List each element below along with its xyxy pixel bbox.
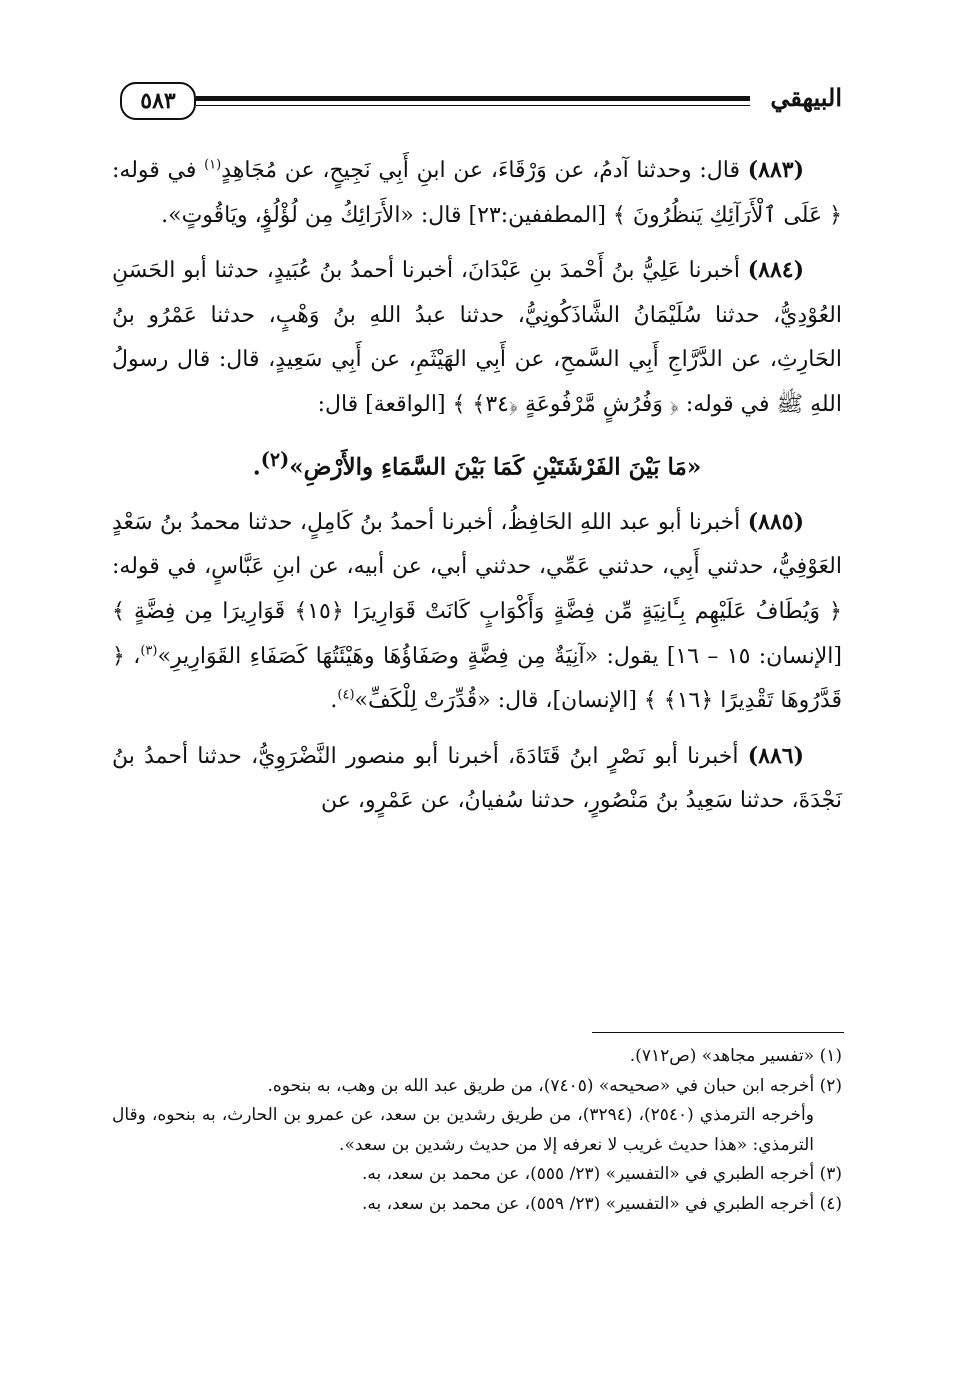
paragraph-885	[112, 500, 842, 724]
paragraph-text-cont: في قوله: ﴿ عَلَى ٱلْأَرَآئِكِ يَنظُرُونَ ﴾ [المطففين:٢٣] قال: «الأَرَائِكُ مِن لُؤْلُؤٍ، ويَاقُوتٍ».	[112, 158, 842, 228]
footnote-2-continued	[112, 1101, 842, 1160]
footnote-2	[112, 1072, 842, 1102]
footnote-separator	[592, 1032, 844, 1033]
quote-text: «مَا بَيْنَ الفَرْشَتَيْنِ كَمَا بَيْنَ السَّمَاءِ والأَرْضِ»	[289, 453, 702, 481]
header-title: البيهقي	[770, 83, 842, 112]
prophetic-quote	[112, 438, 842, 490]
paragraph-text-cont: ، ﴿ قَدَّرُوهَا تَقْدِيرًا ﴿١٦﴾ ﴾ [الإنسان]، قال: «قُدِّرَتْ لِلْكَفِّ»	[112, 643, 842, 714]
main-text	[112, 148, 842, 834]
footnote-ref: (٣)	[140, 643, 158, 659]
footnote-number: (٢)	[819, 1075, 842, 1096]
footnote-ref: (٤)	[337, 687, 355, 703]
footnote-text: أخرجه ابن حبان في «صحيحه» (٧٤٠٥)، من طريق عبد الله بن وهب، به بنحوه.	[267, 1075, 815, 1096]
paragraph-text: أخبرنا أبو نَصْرٍ ابنُ قَتَادَةَ، أخبرنا أبو منصور النَّضْرَوِيُّ، حدثنا أحمدُ بنُ نَجْدَةَ، حدثنا سَعِيدُ بنُ مَنْصُورٍ، حدثنا سُفيانُ، عن عَمْرٍو، عن	[112, 743, 842, 814]
paragraph-text: أخبرنا عَلِيُّ بنُ أَحْمدَ بنِ عَبْدَانَ، أخبرنا أحمدُ بنُ عُبَيدٍ، حدثنا أبو الحَسَنِ العُوْدِيُّ، حدثنا سُلَيْمَانُ الشَّاذَكُونِيُّ، حدثنا عبدُ اللهِ بنُ وَهْبٍ، حدثنا عَمْرُو بنُ الحَارِثِ، عن الدَّرَّاجِ أَبِي السَّمحِ، عن أَبِي الهَيْثَمِ، عن أَبِي سَعِيدٍ، قال: قال رسولُ اللهِ ﷺ في قوله: ﴿ وَفُرُشٍ مَّرْفُوعَةٍ ﴿٣٤﴾ ﴾ [الواقعة] قال:	[112, 258, 842, 417]
hadith-number: (٨٨٥)	[747, 508, 804, 535]
footnote-ref: (١)	[204, 157, 222, 173]
footnote-number: (٤)	[819, 1193, 842, 1214]
header-rule-thin	[196, 105, 750, 106]
hadith-number: (٨٨٤)	[747, 257, 805, 284]
footnote-ref: (٢)	[260, 447, 290, 471]
paragraph-884	[112, 248, 842, 427]
paragraph-883	[112, 148, 842, 238]
footnote-number: (١)	[819, 1046, 842, 1066]
hadith-number: (٨٨٣)	[747, 157, 805, 183]
quote-tail: .	[252, 453, 261, 481]
footnote-3	[112, 1160, 842, 1190]
page-number: ٥٨٣	[120, 82, 196, 120]
footnote-text: أخرجه الطبري في «التفسير» (٢٣/ ٥٥٥)، عن محمد بن سعد، به.	[361, 1164, 815, 1184]
paragraph-text: أخبرنا أبو عبد اللهِ الحَافِظُ، أخبرنا أحمدُ بنُ كَامِلٍ، حدثنا محمدُ بنُ سَعْدٍ العَوْفِيُّ، حدثني أَبِي، حدثني عَمِّي، حدثني أبي، عن أبيه، عن ابنِ عَبَّاسٍ، في قوله: ﴿ وَيُطَافُ عَلَيْهِم بِـَٔانِيَةٍ مِّن فِضَّةٍ وَأَكْوَابٍ كَانَتْ قَوَارِيرَا ﴿١٥﴾ قَوَارِيرَا مِن فِضَّةٍ ﴾ [الإنسان: ١٥ – ١٦] يقول: «آنِيَةٌ مِن فِضَّةٍ وصَفَاؤُهَا وهَيْئَتُهَا كَصَفَاءِ القَوَارِيرِ»	[112, 509, 842, 669]
footnote-4	[112, 1190, 842, 1220]
hadith-number: (٨٨٦)	[747, 742, 804, 769]
footnote-number: (٣)	[819, 1164, 842, 1184]
page-header	[112, 78, 842, 128]
footnote-1	[112, 1042, 842, 1072]
header-rule	[196, 96, 750, 101]
paragraph-text: قال: وحدثنا آدمُ، عن وَرْقَاءَ، عن ابنِ أَبِي نَجِيحٍ، عن مُجَاهِدٍ	[221, 158, 740, 183]
footnote-text: «تفسير مجاهد» (ص٧١٢).	[629, 1046, 815, 1066]
paragraph-text-end: .	[330, 688, 338, 714]
footnote-text: وأخرجه الترمذي (٢٥٤٠)، (٣٢٩٤)، من طريق رشدين بن سعد، عن عمرو بن الحارث، به بنحوه، وقال الترمذي: «هذا حديث غريب لا نعرفه إلا من حديث رشدين بن سعد».	[112, 1105, 814, 1155]
footnotes	[112, 1042, 842, 1219]
paragraph-886	[112, 734, 842, 824]
footnote-text: أخرجه الطبري في «التفسير» (٢٣/ ٥٥٩)، عن محمد بن سعد، به.	[361, 1193, 815, 1214]
